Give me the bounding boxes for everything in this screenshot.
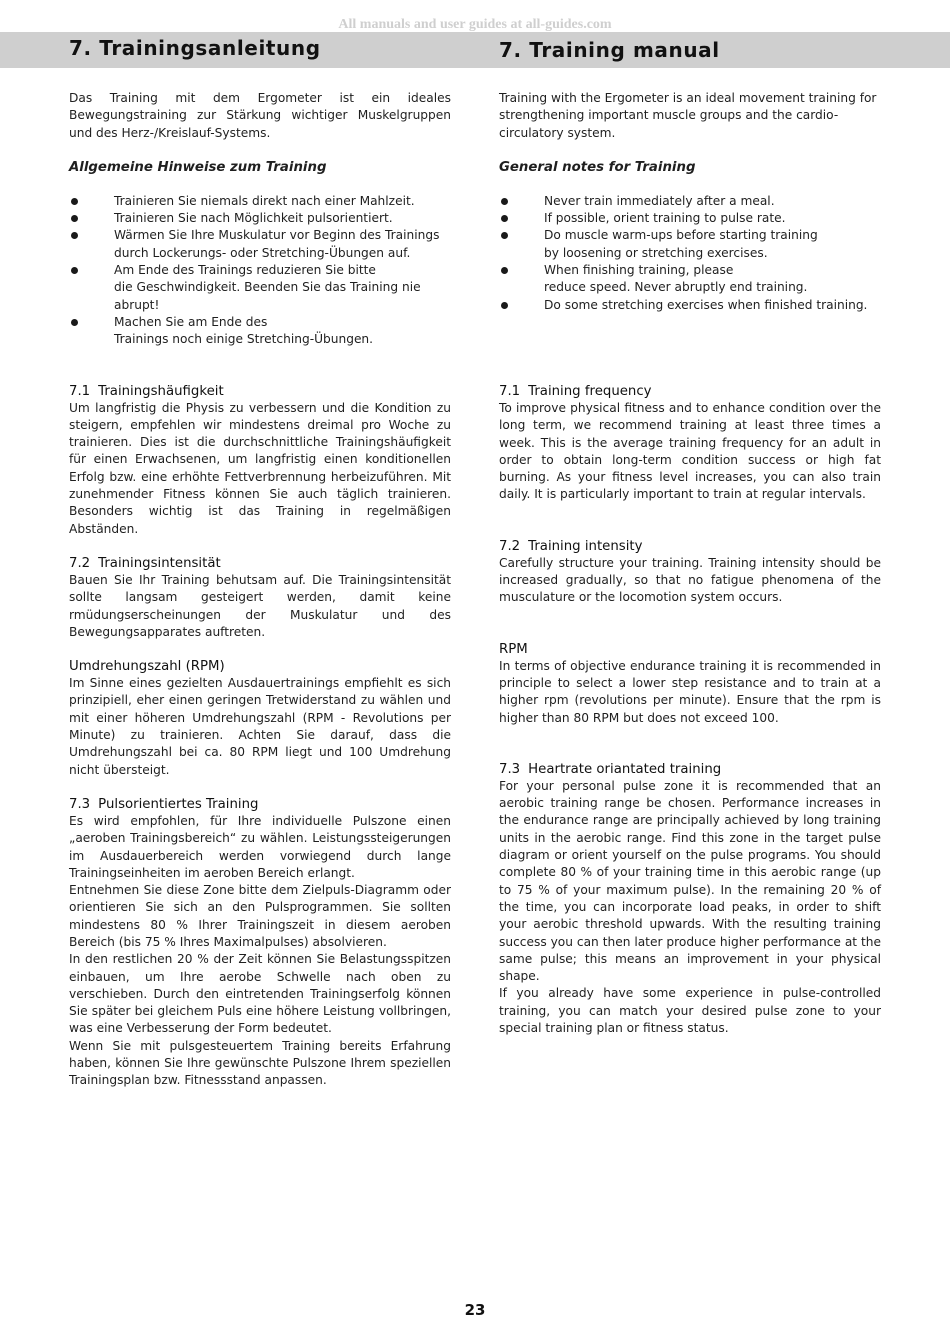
rpm-title: RPM [499, 641, 528, 657]
list-item: Wärmen Sie Ihre Muskulatur vor Beginn des Trainings durch Lockerungs- oder Stretching-Übungen auf. [69, 227, 451, 262]
list-item: If possible, orient training to pulse rate. [499, 210, 881, 227]
rpm-text: In terms of objective endurance training it is recommended in principle to select a lower step resistance and to train at a higher rpm (revolutions per minute). Ensure that the rpm is higher than 80 RPM but does not exceed 100. [499, 658, 881, 725]
list-item: Never train immediately after a meal. [499, 193, 881, 210]
page-title-de: 7. Trainingsanleitung [69, 36, 321, 60]
section-7-3-paragraph: Wenn Sie mit pulsgesteuertem Training bereits Erfahrung haben, können Sie Ihre gewünschte Pulszone Ihrem speziellen Trainingsplan bzw. Fitnessstand anpassen. [69, 1038, 451, 1088]
section-7-2-title: 7.2 Training intensity [499, 538, 643, 554]
general-notes-heading: General notes for Training [499, 159, 696, 175]
section-7-3-paragraph: Es wird empfohlen, für Ihre individuelle Pulszone einen „aeroben Trainingsbereich“ zu wählen. Leistungssteigerungen im Ausdauerbereich werden vorwiegend durch lange Trainingseinheiten im aeroben Bereich erlangt. [69, 813, 451, 880]
page-number: 23 [464, 1301, 486, 1319]
section-7-2-title: 7.2 Trainingsintensität [69, 555, 221, 571]
list-item: Machen Sie am Ende des Trainings noch einige Stretching-Übungen. [69, 314, 451, 349]
general-notes-list [69, 193, 451, 349]
rpm-title: Umdrehungszahl (RPM) [69, 659, 225, 675]
general-notes-heading: Allgemeine Hinweise zum Training [69, 159, 327, 175]
list-item: When finishing training, please reduce speed. Never abruptly end training. [499, 262, 881, 297]
list-item: Trainieren Sie niemals direkt nach einer Mahlzeit. [69, 193, 451, 210]
list-item: Am Ende des Trainings reduzieren Sie bitte die Geschwindigkeit. Beenden Sie das Training nie abrupt! [69, 262, 451, 314]
section-7-1-text: To improve physical fitness and to enhance condition over the long term, we recommend training at least three times a week. This is the average training frequency for an adult in order to obtain long-term condition success or high fat burning. As your fitness level increases, you can also train daily. It is particularly important to train at regular intervals. [499, 400, 881, 502]
section-7-3-paragraph: Entnehmen Sie diese Zone bitte dem Zielpuls-Diagramm oder orientieren Sie sich an den Pulsprogrammen. Sie sollten mindestens 80 % Ihrer Trainingszeit in diesem aeroben Bereich (bis 75 % Ihres Maximalpulses) absolvieren. [69, 883, 451, 949]
general-notes-list [499, 193, 881, 314]
section-7-3-paragraph: In den restlichen 20 % der Zeit können Sie Belastungsspitzen einbauen, um Ihre aerobe Schwelle nach oben zu verschieben. Durch den eintretenden Trainingserfolg können Sie später bei gleichem Puls eine höhere Leistung vollbringen, was eine Verbesserung der Form bedeutet. [69, 952, 451, 1036]
section-7-1-title: 7.1 Training frequency [499, 383, 652, 399]
section-7-3-title: 7.3 Pulsorientiertes Training [69, 796, 259, 812]
section-7-2-text: Bauen Sie Ihr Training behutsam auf. Die Trainingsintensität sollte langsam gesteigert werden, damit keine rmüdungserscheinungen der Muskulatur und des Bewegungsapparates auftreten. [69, 572, 451, 639]
watermark: All manuals and user guides at all-guides.com [338, 17, 612, 32]
intro-paragraph: Training with the Ergometer is an ideal movement training for strengthening important muscle groups and the cardio-circulatory system. [499, 91, 877, 140]
section-7-3-paragraph: For your personal pulse zone it is recommended that an aerobic training range be chosen. Performance increases in the endurance range are principally achieved by long training units in the aerobic range. Find this zone in the target pulse diagram or orient yourself on the pulse programs. You should complete 80 % of your training time in this aerobic range (up to 75 % of your maximum pulse). In the remaining 20 % of the time, you can incorporate load peaks, in order to shift your aerobic threshold upwards. With the resulting training success you can then later produce higher performance at the same pulse; this means an improvement in your physical shape. [499, 778, 881, 984]
section-7-2-text: Carefully structure your training. Training intensity should be increased gradually, so that no fatigue phenomena of the musculature or the locomotion system occurs. [499, 555, 881, 605]
column-german [69, 90, 451, 1090]
page-title-en: 7. Training manual [499, 38, 720, 62]
section-7-3-paragraph: If you already have some experience in pulse-controlled training, you can match your desired pulse zone to your special training plan or fitness status. [499, 986, 881, 1035]
column-english [499, 90, 881, 1037]
intro-paragraph: Das Training mit dem Ergometer ist ein ideales Bewegungstraining zur Stärkung wichtiger Muskelgruppen und des Herz-/Kreislauf-Systems. [69, 91, 451, 140]
list-item: Do muscle warm-ups before starting training by loosening or stretching exercises. [499, 227, 881, 262]
section-7-1-text: Um langfristig die Physis zu verbessern und die Kondition zu steigern, empfehlen wir mindestens dreimal pro Woche zu trainieren. Dies ist die durchschnittliche Trainingshäufigkeit für einen Erwachsenen, um langfristig einen konditionellen Erfolg bzw. eine erhöhte Fettverbrennung herbeizuführen. Mit zunehmender Fitness können Sie auch täglich trainieren. Besonders wichtig ist das Training in regelmäßigen Abständen. [69, 400, 451, 536]
list-item: Do some stretching exercises when finished training. [499, 297, 881, 314]
section-7-1-title: 7.1 Trainingshäufigkeit [69, 383, 224, 399]
rpm-text: Im Sinne eines gezielten Ausdauertrainings empfiehlt es sich prinzipiell, eher einen geringen Tretwiderstand zu wählen und mit einer höheren Umdrehungszahl (RPM - Revolutions per Minute) zu trainieren. Achten Sie darauf, dass die Umdrehungszahl bei ca. 80 RPM liegt und 100 Umdrehung nicht übersteigt. [69, 676, 451, 777]
section-7-3-title: 7.3 Heartrate oriantated training [499, 761, 722, 777]
list-item: Trainieren Sie nach Möglichkeit pulsorientiert. [69, 210, 451, 227]
